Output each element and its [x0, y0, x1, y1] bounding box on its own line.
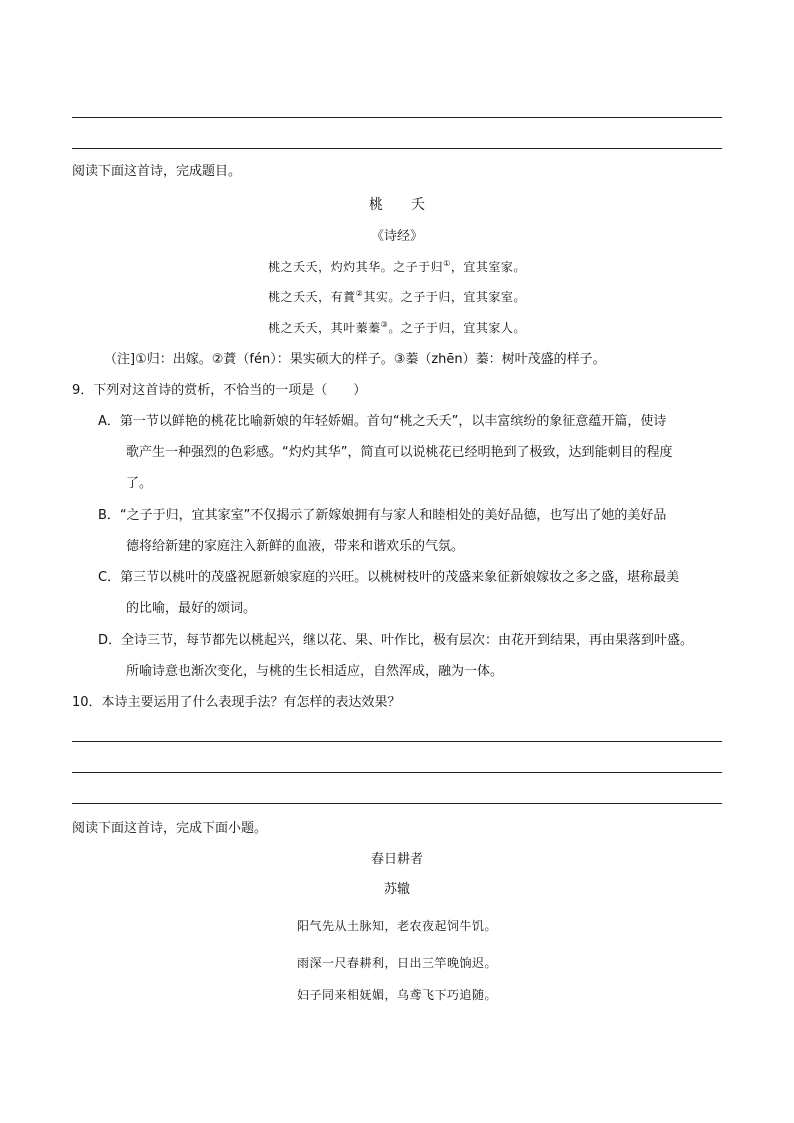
q9-option-b-line-2: 德将给新建的家庭注入新鲜的血液，带来和谐欢乐的气氛。 [126, 539, 465, 554]
q10-answer-line-3 [72, 803, 722, 804]
q9-option-d-line-2: 所喻诗意也渐次变化，与桃的生长相适应，自然浑成，融为一体。 [126, 664, 504, 679]
poem1-line-1-text-a: 桃之夭夭，灼灼其华。之子于归 [268, 260, 444, 274]
answer-line-top-2 [72, 148, 722, 149]
q10-answer-line-1 [72, 741, 722, 742]
q9-option-a-line-3: 了。 [126, 476, 153, 491]
poem2-author: 苏辙 [383, 882, 410, 897]
q9-option-c-line-2: 的比喻，最好的颂词。 [126, 601, 257, 616]
poem2-line-1: 阳气先从土脉知，老农夜起饲牛饥。 [296, 919, 497, 933]
poem1-line-3-text-b: 。之子于归，宜其家人。 [388, 321, 526, 335]
footnote-mark-3: ③ [380, 320, 389, 329]
answer-line-top-1 [72, 117, 722, 118]
footnote-mark-1: ① [443, 259, 451, 268]
poem1-note: （注]①归：出嫁。②蕡（fén）：果实硕大的样子。③蓁（zhēn）蓁：树叶茂盛的样子。 [104, 352, 606, 367]
poem1-line-1-text-b: ，宜其室家。 [450, 260, 526, 274]
q9-option-a-line-2: 歌产生一种强烈的色彩感。“灼灼其华”，简直可以说桃花已经明艳到了极致，达到能刺目的程度 [126, 445, 673, 460]
poem2-line-2: 雨深一尺春耕利，日出三竿晚饷迟。 [296, 956, 497, 970]
question-10-stem: 10．本诗主要运用了什么表现手法？有怎样的表达效果？ [72, 695, 401, 710]
q10-answer-line-2 [72, 772, 722, 773]
poem2-line-3: 妇子同来相妩媚，乌鸢飞下巧追随。 [296, 988, 497, 1002]
poem1-line-2 [0, 287, 794, 307]
question-9-stem: 9．下列对这首诗的赏析，不恰当的一项是（ ） [72, 383, 367, 398]
q9-option-b-line-1: B．“之子于归，宜其家室”不仅揭示了新嫁娘拥有与家人和睦相处的美好品德，也写出了她的美好品 [98, 508, 667, 523]
poem1-line-1 [0, 257, 794, 277]
section2-instruction: 阅读下面这首诗，完成下面小题。 [72, 821, 268, 836]
q9-option-c-line-1: C．第三节以桃叶的茂盛祝愿新娘家庭的兴旺。以桃树枝叶的茂盛来象征新娘嫁妆之多之盛，堪称最美 [98, 570, 680, 585]
q9-option-d-line-1: D．全诗三节，每节都先以桃起兴，继以花、果、叶作比，极有层次：由花开到结果，再由果落到叶盛。 [98, 633, 694, 648]
poem1-line-3-text-a: 桃之夭夭，其叶蓁蓁 [268, 321, 381, 335]
poem1-line-2-text-b: 其实。之子于归，宜其家室。 [363, 290, 526, 304]
poem1-source: 《诗经》 [370, 229, 423, 244]
poem1-line-2-text-a: 桃之夭夭，有蕡 [268, 290, 356, 304]
poem1-line-3 [0, 318, 794, 338]
poem1-title: 桃 夭 [369, 197, 425, 213]
poem2-title: 春日耕者 [370, 852, 423, 867]
section1-instruction: 阅读下面这首诗，完成题目。 [72, 164, 242, 179]
q9-option-a-line-1: A．第一节以鲜艳的桃花比喻新娘的年轻娇媚。首句“桃之夭夭”，以丰富缤纷的象征意蕴开篇，使诗 [98, 414, 667, 429]
footnote-mark-2: ② [355, 289, 364, 298]
